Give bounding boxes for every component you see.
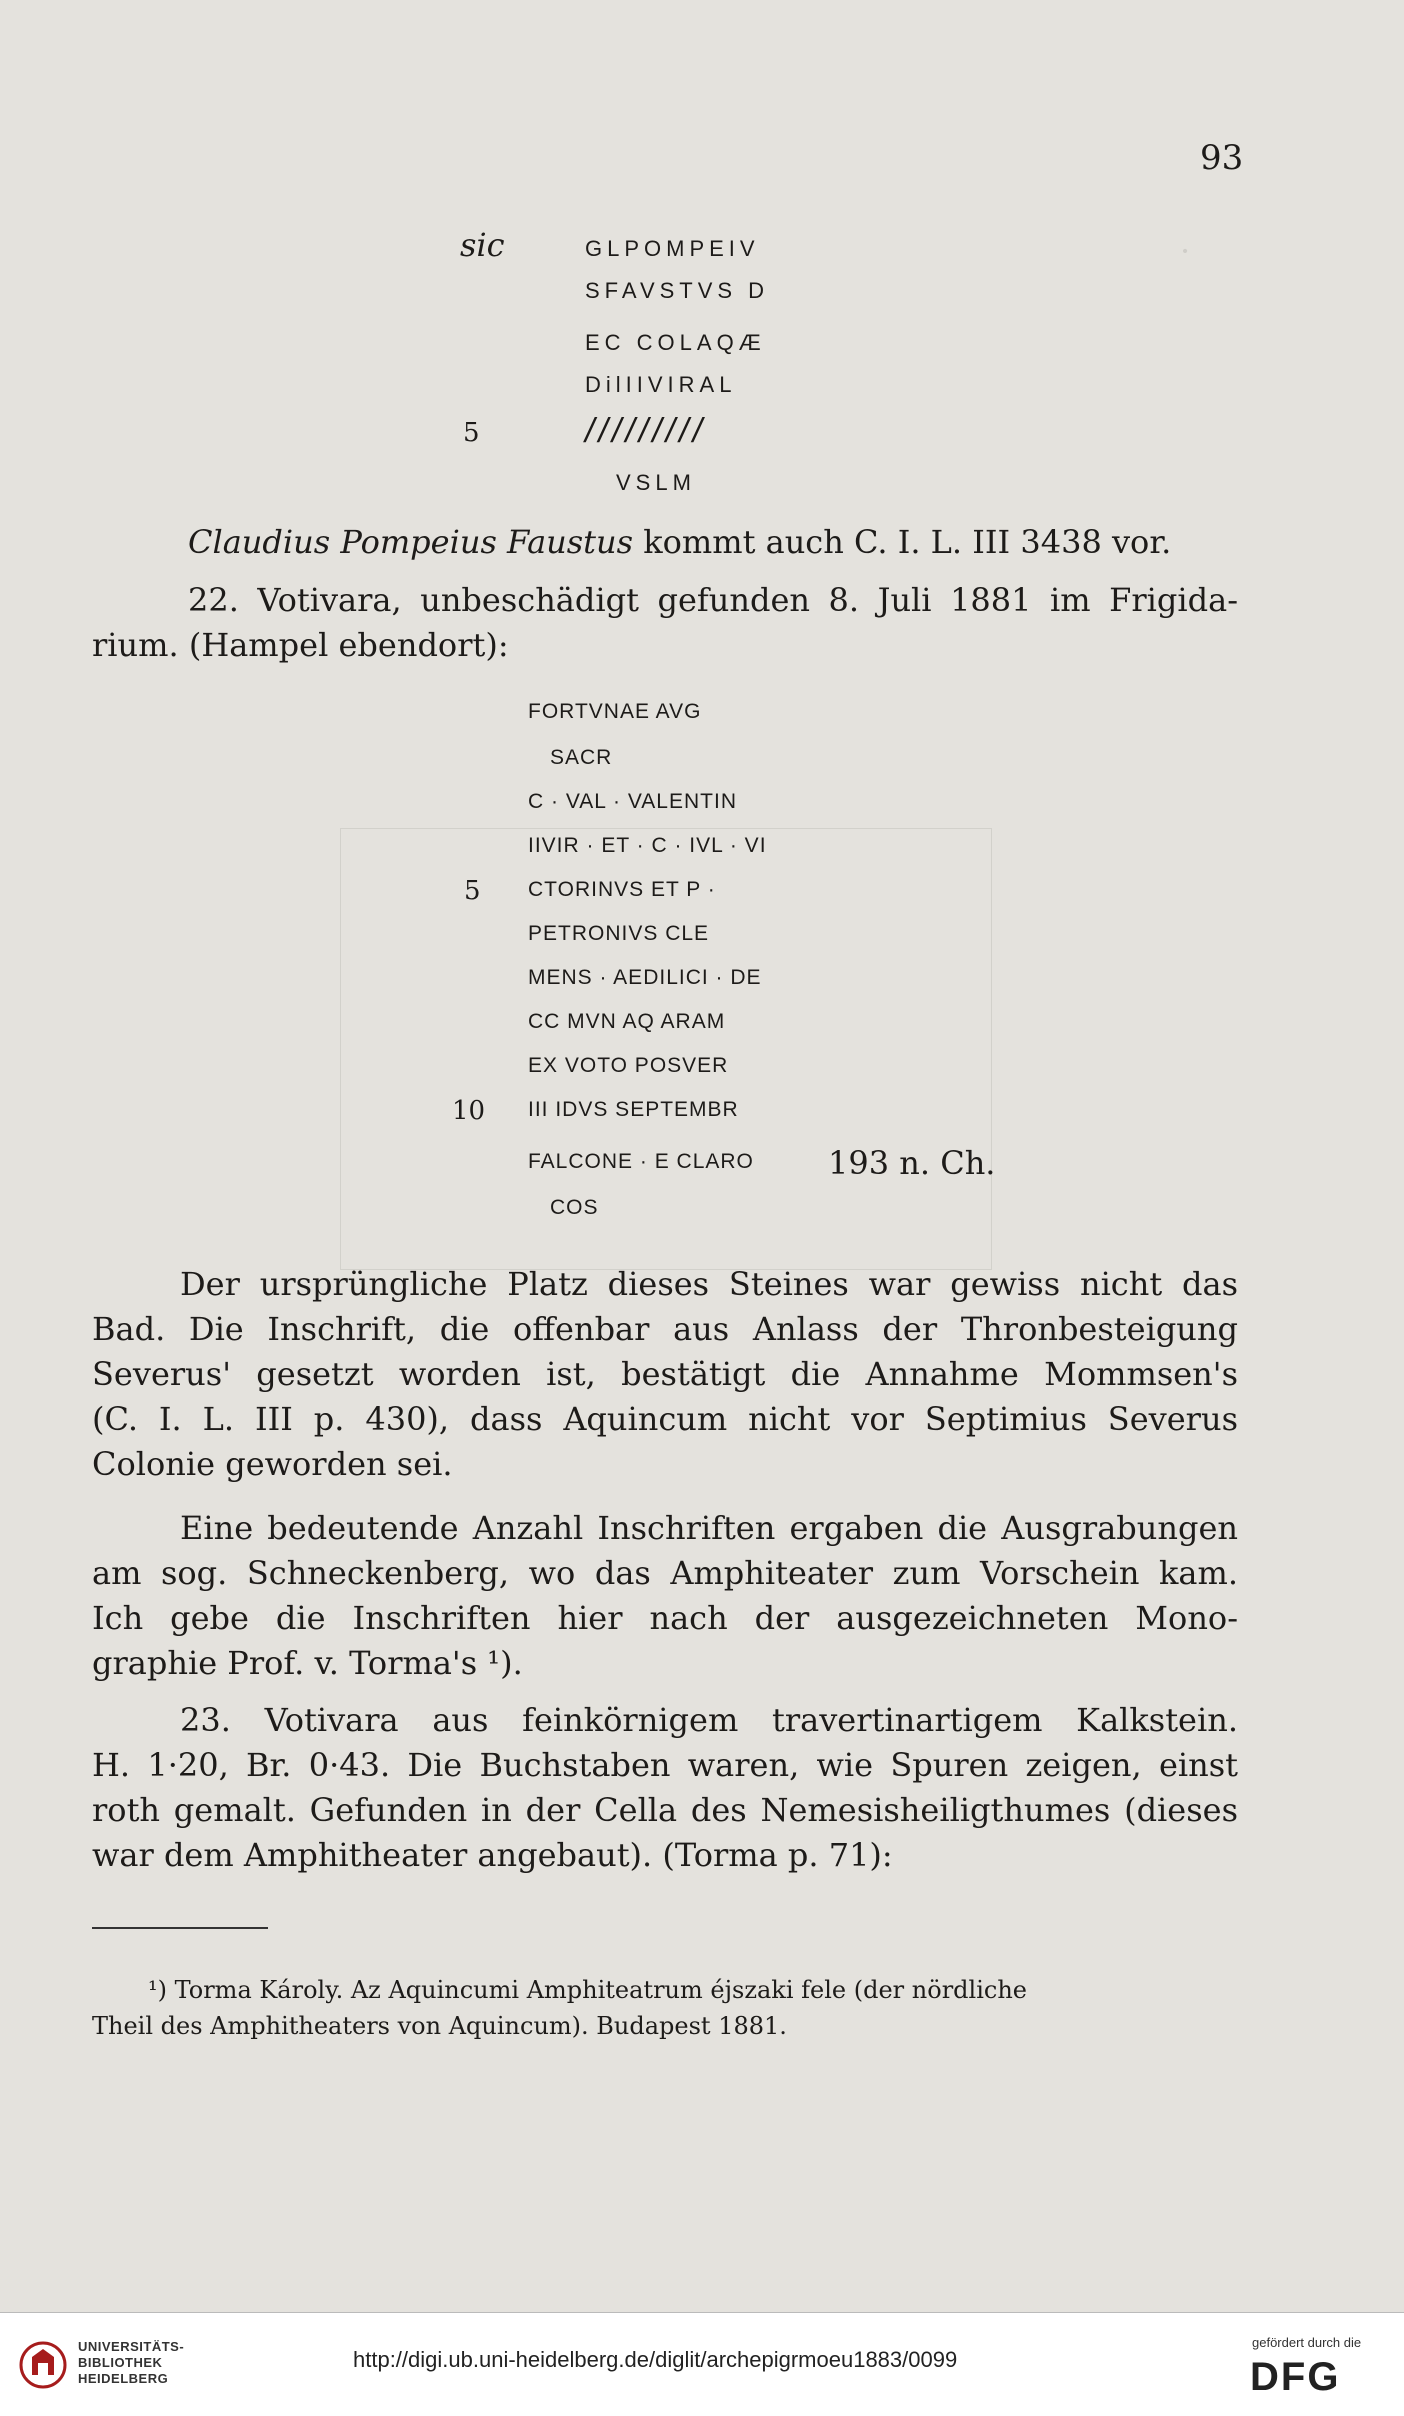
inscription2-line: III IDVS SEPTEMBR — [528, 1098, 739, 1121]
university-library-label[interactable]: UNIVERSITÄTS- BIBLIOTHEK HEIDELBERG — [78, 2339, 185, 2386]
inscription2-line: CTORINVS ET P · — [528, 878, 716, 901]
paragraph-22 — [92, 578, 1238, 668]
inscription2-line: COS — [550, 1196, 599, 1219]
paragraph-line: Ich gebe die Inschriften hier nach der ausgezeichneten Mono- — [92, 1599, 1238, 1637]
paragraph-23 — [92, 1698, 1238, 1878]
paragraph-line: Bad. Die Inschrift, die offenbar aus Anlass der Thronbesteigung — [92, 1310, 1238, 1348]
paragraph-line: Eine bedeutende Anzahl Inschriften ergaben die Ausgrabungen — [180, 1509, 1238, 1547]
paragraph-eine — [92, 1506, 1238, 1686]
inscription2-line-number: 10 — [452, 1096, 486, 1126]
inscription1-line-number: 5 — [463, 418, 480, 448]
paragraph-line: (C. I. L. III p. 430), dass Aquincum nicht vor Septimius Severus — [92, 1400, 1238, 1438]
paragraph-line: am sog. Schneckenberg, wo das Amphiteater zum Vorschein kam. — [92, 1554, 1238, 1592]
person-name: Claudius Pompeius Faustus — [188, 523, 634, 561]
inscription2-line: PETRONIVS CLE — [528, 922, 710, 945]
paragraph-line: war dem Amphitheater angebaut). (Torma p. 71): — [92, 1836, 893, 1874]
sic-note: sic — [460, 226, 505, 264]
footnote-line: ¹) Torma Károly. Az Aquincumi Amphiteatrum éjszaki fele (der nördliche — [148, 1976, 1027, 2004]
paragraph-claudius — [92, 520, 1238, 565]
dfg-logo[interactable]: DFG — [1250, 2355, 1341, 2399]
paragraph-line: roth gemalt. Gefunden in der Cella des Nemesisheiligthumes (dieses — [92, 1791, 1238, 1829]
bleed-through-frame — [340, 828, 992, 1270]
paragraph-line: Der ursprüngliche Platz dieses Steines war gewiss nicht das — [180, 1265, 1238, 1303]
inscription1-line: GLPOMPEIV — [585, 236, 760, 261]
inscription1-line: ///////// — [585, 412, 707, 450]
funding-label: gefördert durch die — [1252, 2335, 1362, 2350]
footnote-line: Theil des Amphitheaters von Aquincum). Budapest 1881. — [92, 2012, 787, 2040]
inscription2-line: IIVIR · ET · C · IVL · VI — [528, 834, 767, 857]
inscription2-line: FALCONE · E CLARO — [528, 1150, 754, 1173]
footer-bar — [0, 2312, 1404, 2416]
paragraph-line: graphie Prof. v. Torma's ¹). — [92, 1644, 523, 1682]
date-note: 193 n. Ch. — [828, 1144, 996, 1182]
inscription1-line: DilIIVIRAL — [585, 372, 737, 397]
paragraph-text: kommt auch C. I. L. III 3438 vor. — [633, 523, 1172, 561]
inscription2-line: SACR — [550, 746, 613, 769]
paragraph-line: rium. (Hampel ebendort): — [92, 626, 509, 664]
footnote — [92, 1972, 1238, 2044]
page-number: 93 — [1200, 138, 1244, 178]
source-url-link[interactable]: http://digi.ub.uni-heidelberg.de/diglit/archepigrmoeu1883/0099 — [353, 2347, 958, 2372]
paragraph-line: 22. Votivara, unbeschädigt gefunden 8. Juli 1881 im Frigida- — [188, 581, 1238, 619]
paragraph-line: Severus' gesetzt worden ist, bestätigt die Annahme Mommsen's — [92, 1355, 1238, 1393]
bleed-through: · — [1180, 232, 1191, 270]
inscription2-line: MENS · AEDILICI · DE — [528, 966, 762, 989]
footnote-rule — [92, 1927, 268, 1929]
inscription1-line: EC COLAQÆ — [585, 330, 766, 355]
university-seal-icon — [18, 2335, 68, 2395]
inscription2-line: CC MVN AQ ARAM — [528, 1010, 726, 1033]
inscription2-line: FORTVNAE AVG — [528, 700, 702, 723]
inscription1-line: VSLM — [616, 470, 696, 495]
inscription2-line: C · VAL · VALENTIN — [528, 790, 737, 813]
paragraph-line: Colonie geworden sei. — [92, 1445, 453, 1483]
paragraph-line: 23. Votivara aus feinkörnigem travertinartigem Kalkstein. — [180, 1701, 1238, 1739]
inscription2-line-number: 5 — [464, 876, 481, 906]
inscription1-line: SFAVSTVS D — [585, 278, 770, 303]
inscription2-line: EX VOTO POSVER — [528, 1054, 729, 1077]
paragraph-line: H. 1·20, Br. 0·43. Die Buchstaben waren, wie Spuren zeigen, einst — [92, 1746, 1238, 1784]
paragraph-platz — [92, 1262, 1238, 1487]
